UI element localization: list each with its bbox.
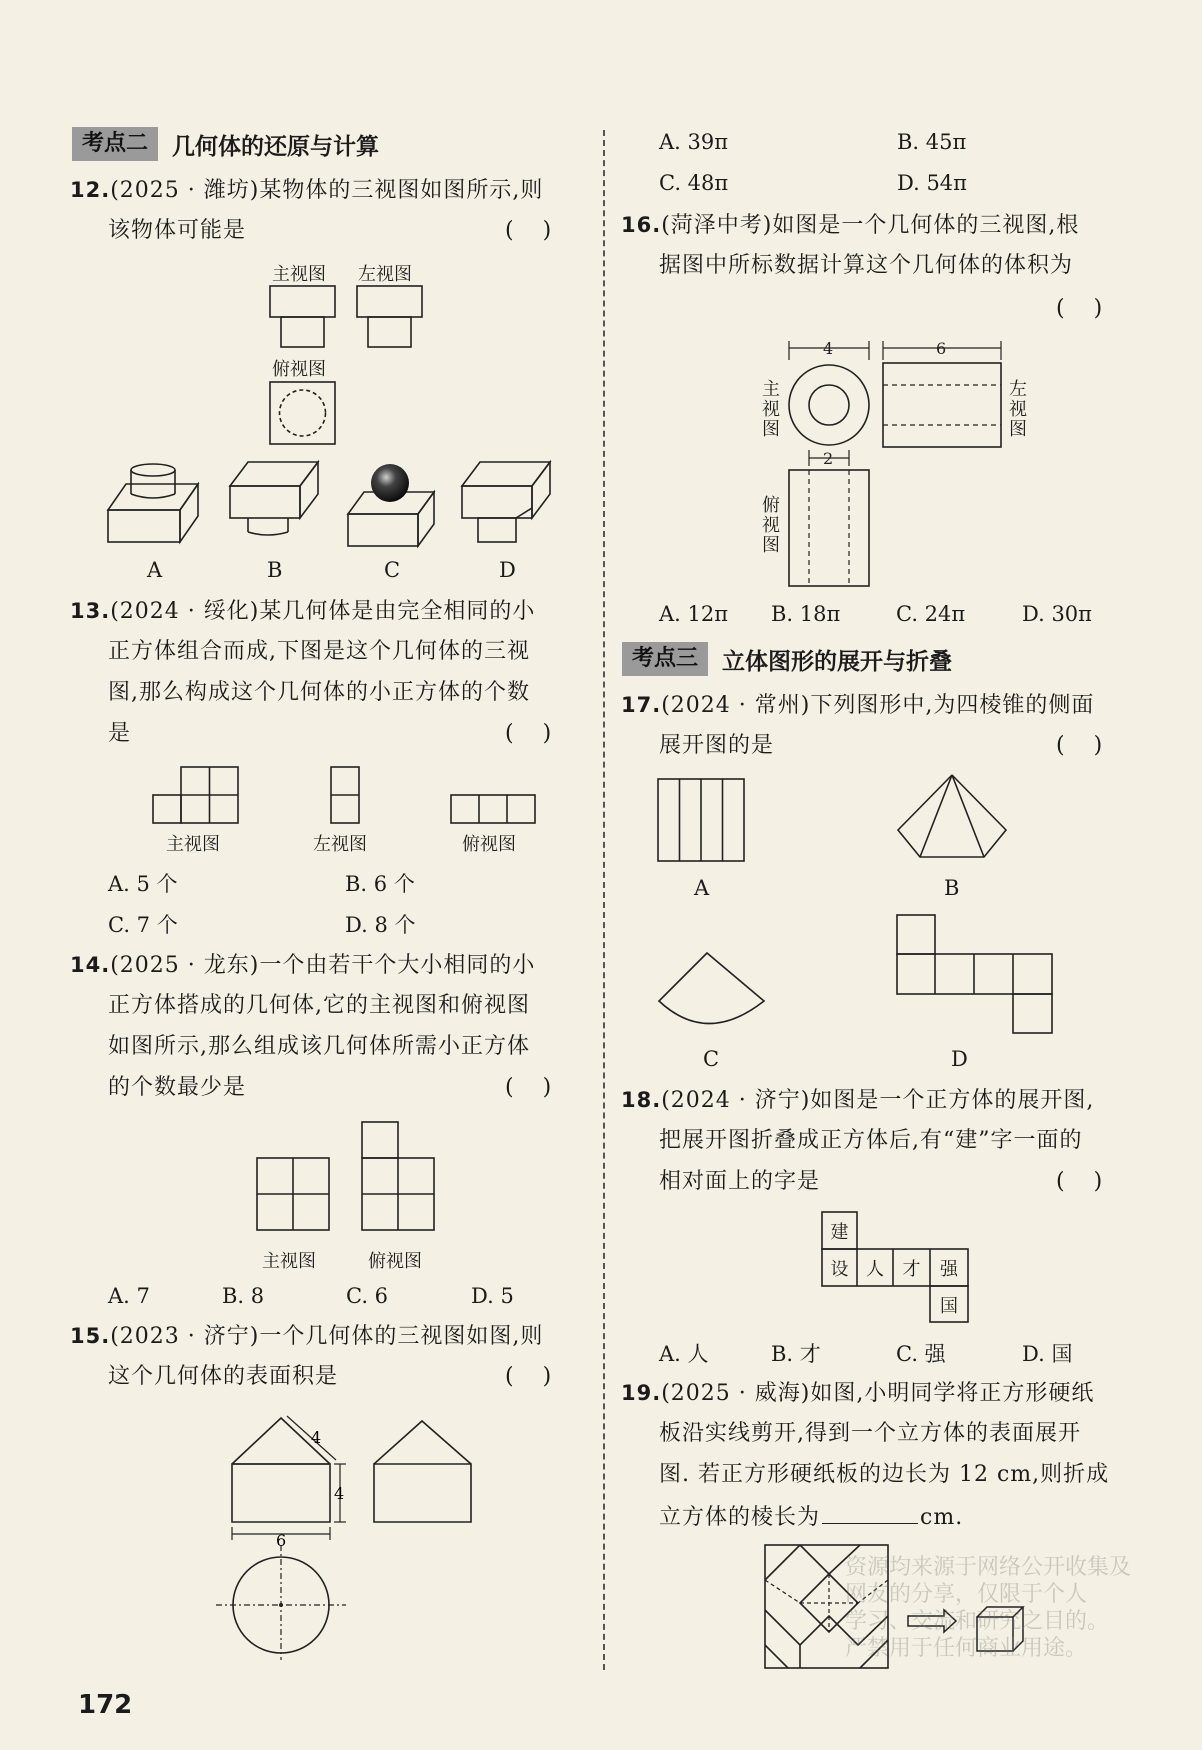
watermark-line-2: 网友的分享，仅限于个人 [845, 1582, 1088, 1607]
question-18-line-3: 相对面上的字是 [659, 1169, 821, 1194]
answer-bracket: ( ) [505, 218, 552, 243]
answer-bracket: ( ) [1056, 733, 1103, 758]
net-cell-cai: 才 [902, 1259, 921, 1280]
net-cell-ren: 人 [866, 1259, 884, 1280]
answer-bracket: ( ) [505, 721, 552, 746]
page-number: 172 [78, 1690, 133, 1720]
q15-option-c: C. 48π [659, 171, 729, 195]
question-text: (2023 · 济宁)一个几何体的三视图如图,则 [110, 1324, 544, 1349]
q12-label-a: A [147, 558, 163, 582]
q12-label-d: D [499, 558, 516, 582]
view-label-front: 主视图 [166, 834, 220, 855]
q15-option-d: D. 54π [897, 171, 967, 195]
section-title: 几何体的还原与计算 [172, 133, 380, 160]
view-label-front: 主视图 [272, 264, 326, 285]
question-number: 12. [70, 178, 111, 202]
net-cell-jian: 建 [830, 1222, 849, 1243]
q13-option-b: B. 6 个 [345, 872, 415, 896]
view-label-front: 主视图 [762, 379, 780, 440]
section-title: 立体图形的展开与折叠 [722, 648, 953, 675]
q18-option-a: A. 人 [659, 1342, 709, 1366]
question-14-line-2: 正方体搭成的几何体,它的主视图和俯视图 [108, 993, 530, 1018]
question-number: 18. [621, 1088, 662, 1112]
dim-outer-label: 4 [823, 339, 834, 358]
question-text: 立方体的棱长为 [659, 1505, 821, 1530]
q17-label-d: D [951, 1047, 968, 1071]
q15-option-a: A. 39π [659, 130, 729, 154]
question-text: (2024 · 常州)下列图形中,为四棱锥的侧面 [661, 693, 1095, 718]
dim-slant-label: 4 [311, 1428, 322, 1447]
answer-bracket: ( ) [1056, 1169, 1103, 1194]
question-19-line-3: 图. 若正方形硬纸板的边长为 12 cm,则折成 [659, 1462, 1110, 1487]
question-13-line-3: 图,那么构成这个几何体的小正方体的个数 [108, 680, 530, 705]
question-number: 13. [70, 599, 111, 623]
question-number: 19. [621, 1381, 662, 1405]
net-cell-guo: 国 [940, 1296, 958, 1317]
dim-width-label: 6 [276, 1531, 287, 1550]
section-tag: 考点三 [622, 642, 708, 676]
view-label-left: 左视图 [1009, 379, 1027, 440]
question-12-line-2: 该物体可能是 [108, 218, 247, 243]
watermark-line-3: 学习、交流和研究之目的。 [845, 1609, 1110, 1634]
question-text: (菏泽中考)如图是一个几何体的三视图,根 [661, 213, 1080, 238]
question-14-line-3: 如图所示,那么组成该几何体所需小正方体 [108, 1034, 530, 1059]
question-number: 16. [621, 213, 662, 237]
view-label-top: 俯视图 [462, 834, 516, 855]
watermark-line-1: 资源均来源于网络公开收集及 [845, 1555, 1132, 1580]
question-17-line-2: 展开图的是 [659, 733, 775, 758]
question-text: (2025 · 威海)如图,小明同学将正方形硬纸 [661, 1381, 1095, 1406]
view-label-left: 左视图 [313, 834, 367, 855]
question-text: (2025 · 龙东)一个由若干个大小相同的小 [110, 953, 536, 978]
q16-option-a: A. 12π [659, 602, 729, 626]
question-text: (2024 · 济宁)如图是一个正方体的展开图, [661, 1088, 1095, 1113]
question-14-line-4: 的个数最少是 [108, 1075, 247, 1100]
q14-option-d: D. 5 [471, 1284, 514, 1308]
view-label-top: 俯视图 [272, 359, 326, 380]
question-number: 15. [70, 1324, 111, 1348]
answer-bracket: ( ) [505, 1075, 552, 1100]
q16-option-d: D. 30π [1022, 602, 1092, 626]
dim-height-label: 4 [334, 1484, 345, 1503]
question-18-line-2: 把展开图折叠成正方体后,有“建”字一面的 [659, 1128, 1083, 1153]
unit-text: cm. [920, 1505, 964, 1530]
q17-label-b: B [944, 876, 960, 900]
q13-option-d: D. 8 个 [345, 913, 416, 937]
q14-option-b: B. 8 [222, 1284, 265, 1308]
q18-option-c: C. 强 [896, 1342, 946, 1366]
section-tag: 考点二 [72, 127, 158, 161]
q17-label-a: A [694, 876, 710, 900]
view-label-front: 主视图 [262, 1251, 316, 1272]
q14-option-a: A. 7 [108, 1284, 150, 1308]
q13-option-a: A. 5 个 [108, 872, 178, 896]
question-number: 14. [70, 953, 111, 977]
q18-option-d: D. 国 [1022, 1342, 1073, 1366]
q13-option-c: C. 7 个 [108, 913, 178, 937]
question-number: 17. [621, 693, 662, 717]
q16-option-c: C. 24π [896, 602, 966, 626]
question-19-line-2: 板沿实线剪开,得到一个立方体的表面展开 [659, 1421, 1081, 1446]
q15-option-b: B. 45π [897, 130, 967, 154]
q14-option-c: C. 6 [346, 1284, 389, 1308]
answer-bracket: ( ) [505, 1364, 552, 1389]
net-cell-she: 设 [830, 1259, 849, 1280]
question-13-line-2: 正方体组合而成,下图是这个几何体的三视 [108, 639, 530, 664]
q12-label-b: B [267, 558, 283, 582]
question-text: (2024 · 绥化)某几何体是由完全相同的小 [110, 599, 536, 624]
view-label-left: 左视图 [358, 264, 412, 285]
q16-option-b: B. 18π [771, 602, 841, 626]
question-13-line-4: 是 [108, 721, 132, 746]
watermark-line-4: 严禁用于任何商业用途。 [845, 1636, 1088, 1661]
question-text: (2025 · 潍坊)某物体的三视图如图所示,则 [110, 178, 544, 203]
q12-label-c: C [384, 558, 401, 582]
q17-label-c: C [703, 1047, 720, 1071]
q18-option-b: B. 才 [771, 1342, 821, 1366]
dim-length-label: 6 [936, 339, 947, 358]
question-16-line-2: 据图中所标数据计算这个几何体的体积为 [659, 253, 1074, 278]
view-label-top: 俯视图 [762, 495, 780, 556]
net-cell-qiang: 强 [940, 1259, 958, 1280]
view-label-top: 俯视图 [368, 1251, 422, 1272]
question-15-line-2: 这个几何体的表面积是 [108, 1364, 339, 1389]
answer-bracket: ( ) [1056, 296, 1103, 321]
dim-inner-label: 2 [823, 449, 834, 468]
